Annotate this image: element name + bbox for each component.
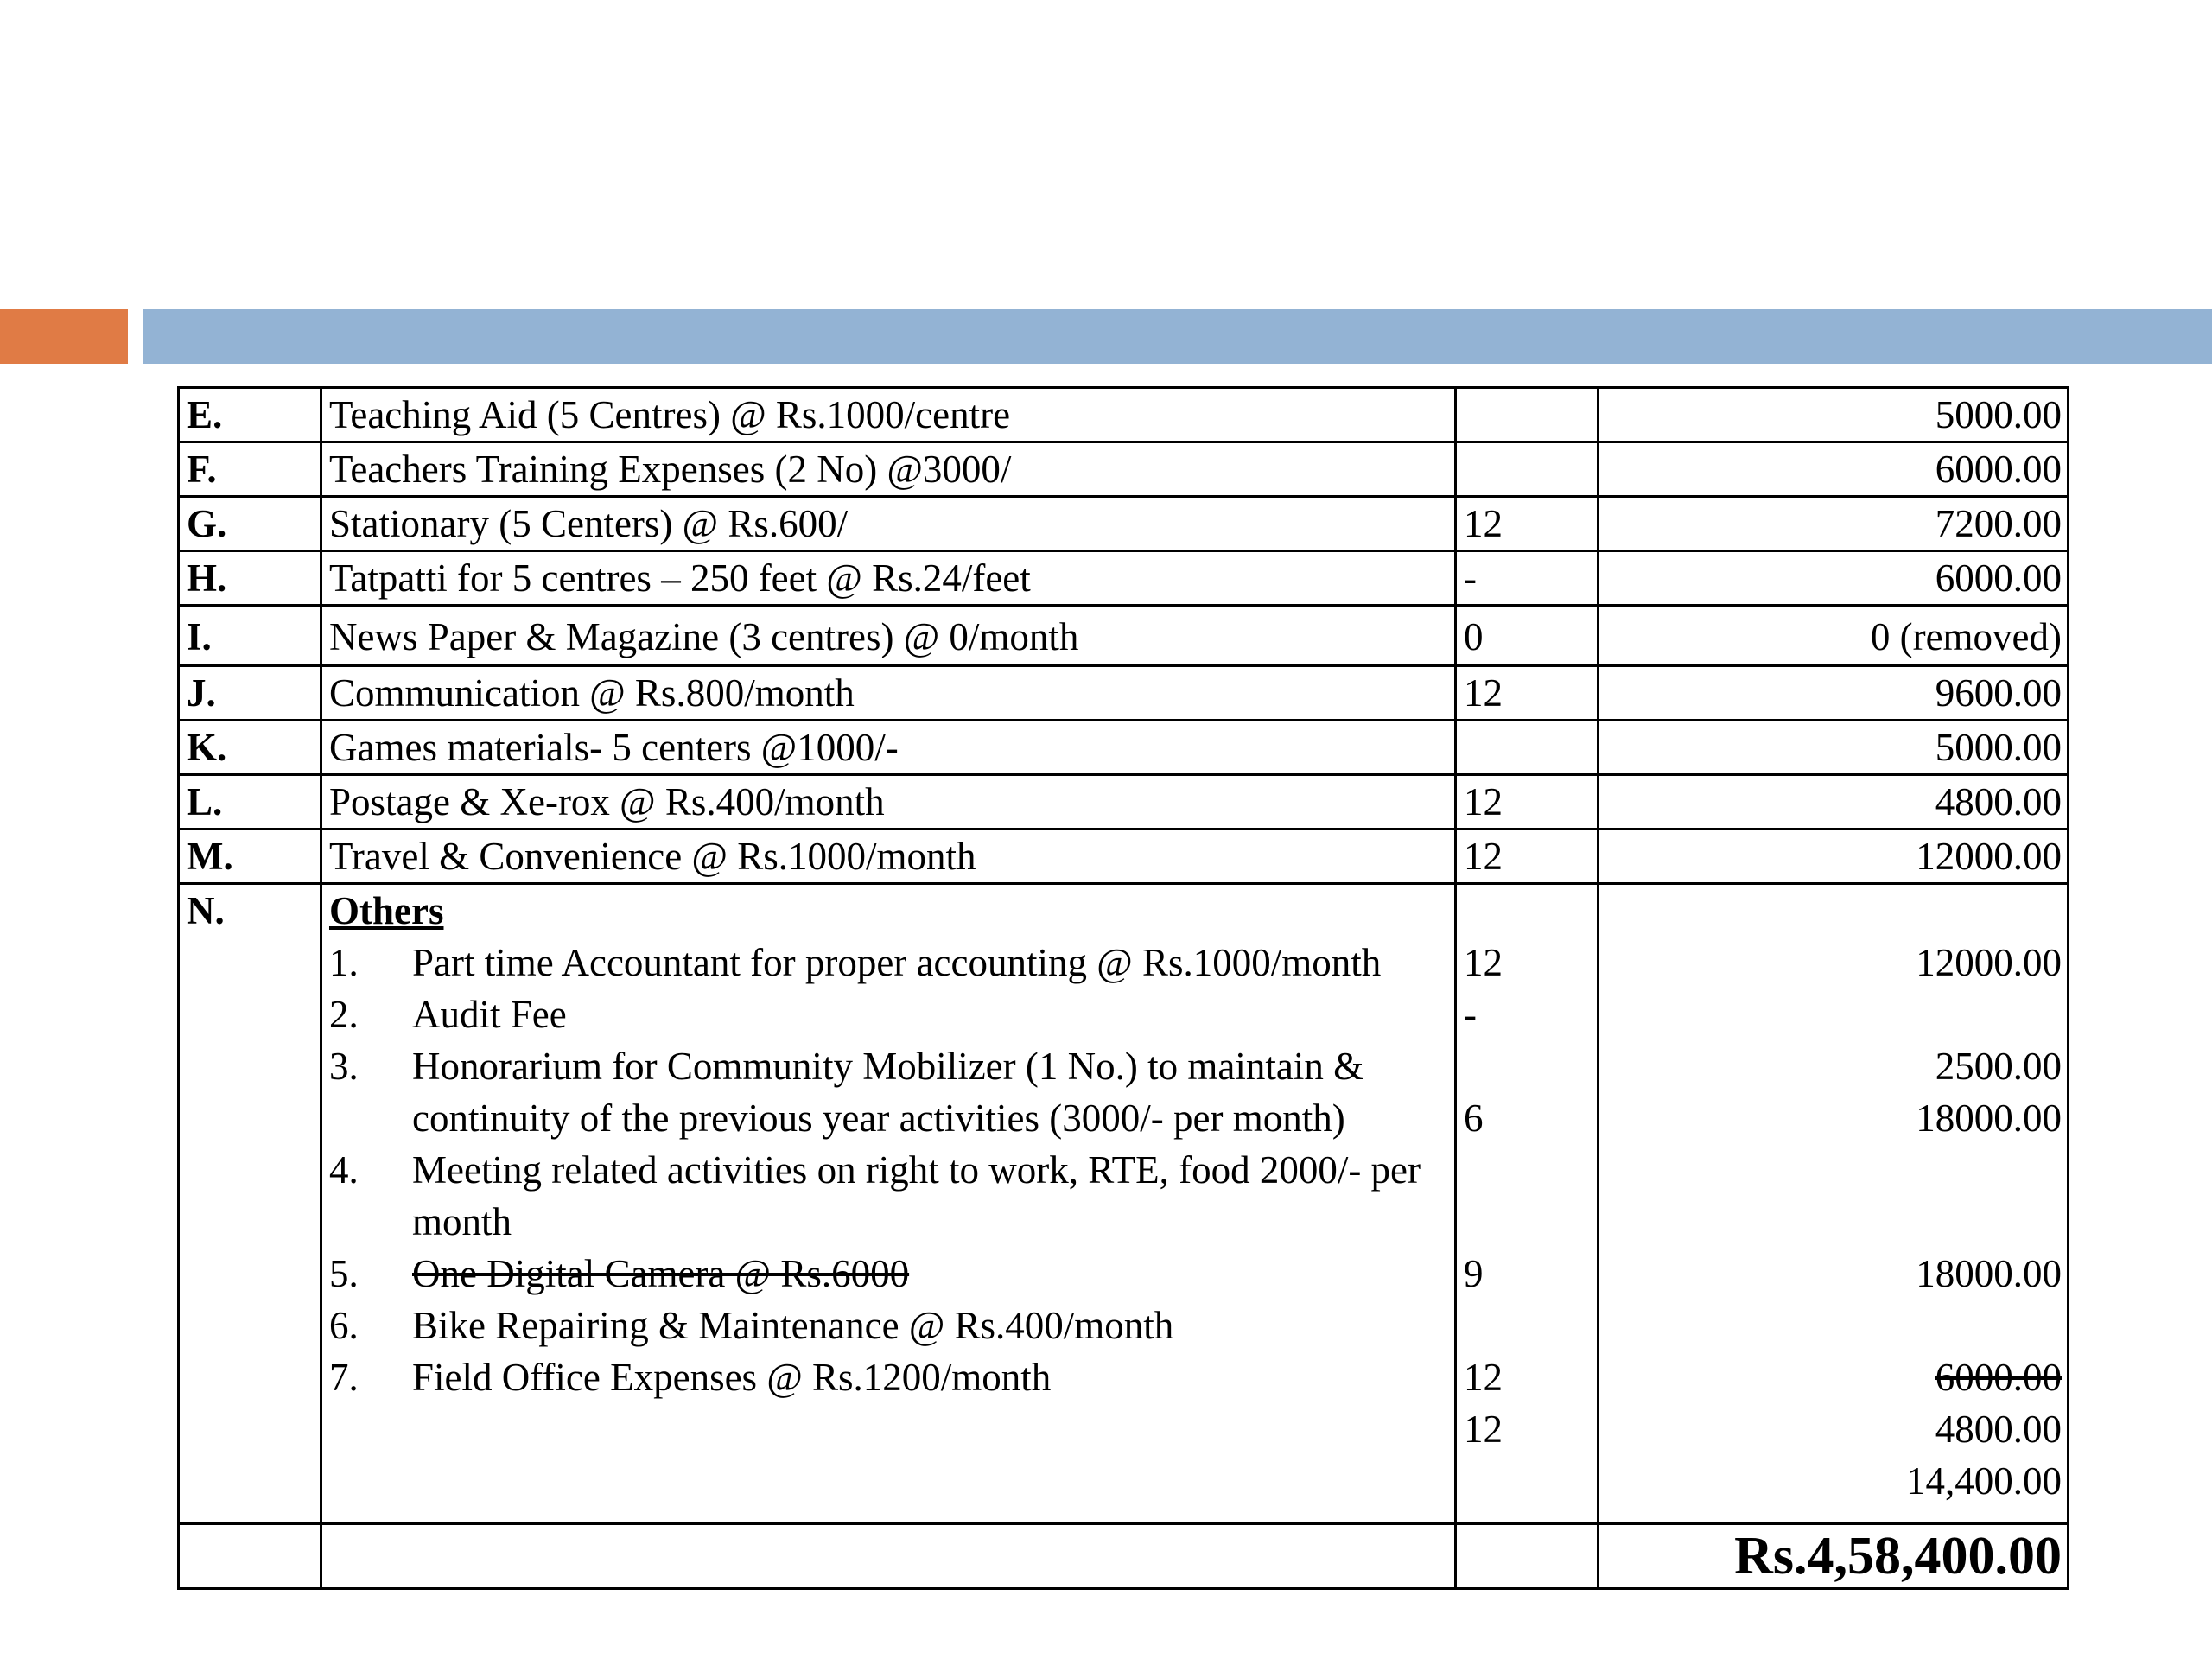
others-quantity-line bbox=[1464, 1300, 1592, 1351]
others-amount-line: 4800.00 bbox=[1935, 1408, 2062, 1451]
table-row bbox=[179, 606, 2069, 666]
others-amount-line bbox=[1606, 885, 2062, 937]
row-quantity: 0 bbox=[1456, 606, 1599, 666]
others-amount-line: 6000.00 bbox=[1935, 1356, 2062, 1399]
others-amount-line: 18000.00 bbox=[1916, 1096, 2062, 1140]
others-item bbox=[329, 1300, 1449, 1351]
row-amount: 6000.00 bbox=[1599, 442, 2069, 497]
row-amount: 5000.00 bbox=[1599, 721, 2069, 775]
others-item-text: Audit Fee bbox=[412, 993, 567, 1036]
table-row bbox=[179, 551, 2069, 606]
others-quantity-line: 12 bbox=[1464, 1408, 1503, 1451]
total-empty-cell bbox=[1456, 1524, 1599, 1589]
others-item bbox=[329, 1144, 1449, 1248]
others-quantity-line: 12 bbox=[1464, 941, 1503, 984]
row-description: Postage & Xe-rox @ Rs.400/month bbox=[321, 775, 1456, 830]
others-item-text: Field Office Expenses @ Rs.1200/month bbox=[412, 1356, 1052, 1399]
others-item-number: 2. bbox=[329, 993, 359, 1036]
row-code: G. bbox=[179, 497, 321, 551]
row-quantity: 12 bbox=[1456, 497, 1599, 551]
row-amount: 12000.00 bbox=[1599, 830, 2069, 884]
row-quantity bbox=[1456, 721, 1599, 775]
row-description: Tatpatti for 5 centres – 250 feet @ Rs.24/feet bbox=[321, 551, 1456, 606]
others-item-number: 1. bbox=[329, 941, 359, 984]
others-amount-line: 12000.00 bbox=[1916, 941, 2062, 984]
others-amount-line bbox=[1606, 988, 2062, 1040]
others-quantity-line: 6 bbox=[1464, 1096, 1484, 1140]
row-code: N. bbox=[179, 884, 321, 1524]
total-empty-cell bbox=[179, 1524, 321, 1589]
row-code: F. bbox=[179, 442, 321, 497]
others-quantity-line: - bbox=[1464, 993, 1477, 1036]
row-description: Teachers Training Expenses (2 No) @3000/ bbox=[321, 442, 1456, 497]
others-amount bbox=[1599, 884, 2069, 1524]
grand-total: Rs.4,58,400.00 bbox=[1599, 1524, 2069, 1589]
slide-header-bar bbox=[143, 309, 2212, 364]
others-item-text: Honorarium for Community Mobilizer (1 No.) to maintain & continuity of the previous year activities (3000/- per month) bbox=[412, 1045, 1364, 1140]
others-quantity-line bbox=[1464, 1455, 1592, 1507]
table-row bbox=[179, 666, 2069, 721]
others-quantity-line: 12 bbox=[1464, 1356, 1503, 1399]
row-amount: 7200.00 bbox=[1599, 497, 2069, 551]
row-code: M. bbox=[179, 830, 321, 884]
table-row bbox=[179, 388, 2069, 442]
others-amount-line: 2500.00 bbox=[1935, 1045, 2062, 1088]
row-code: H. bbox=[179, 551, 321, 606]
others-item-text: Meeting related activities on right to work, RTE, food 2000/- per month bbox=[412, 1148, 1421, 1243]
others-item bbox=[329, 988, 1449, 1040]
row-quantity: 12 bbox=[1456, 775, 1599, 830]
table-row bbox=[179, 775, 2069, 830]
others-item bbox=[329, 1040, 1449, 1144]
others-quantity-line bbox=[1464, 1196, 1592, 1248]
row-code: K. bbox=[179, 721, 321, 775]
row-code: E. bbox=[179, 388, 321, 442]
table-row-others bbox=[179, 884, 2069, 1524]
row-amount: 5000.00 bbox=[1599, 388, 2069, 442]
row-code: J. bbox=[179, 666, 321, 721]
row-amount: 0 (removed) bbox=[1599, 606, 2069, 666]
table-row bbox=[179, 830, 2069, 884]
others-item-text: Part time Accountant for proper accounting @ Rs.1000/month bbox=[412, 941, 1382, 984]
others-description bbox=[321, 884, 1456, 1524]
row-amount: 9600.00 bbox=[1599, 666, 2069, 721]
row-quantity bbox=[1456, 388, 1599, 442]
others-item-number: 6. bbox=[329, 1304, 359, 1347]
others-amount-line: 14,400.00 bbox=[1906, 1459, 2062, 1503]
others-item-text: One Digital Camera @ Rs.6000 bbox=[412, 1252, 910, 1295]
slide-accent-bar bbox=[0, 309, 128, 364]
budget-table bbox=[177, 386, 2069, 1590]
row-description: Games materials- 5 centers @1000/- bbox=[321, 721, 1456, 775]
table-row-total bbox=[179, 1524, 2069, 1589]
row-description: Stationary (5 Centers) @ Rs.600/ bbox=[321, 497, 1456, 551]
row-description: News Paper & Magazine (3 centres) @ 0/month bbox=[321, 606, 1456, 666]
others-heading: Others bbox=[329, 889, 444, 932]
others-amount-line bbox=[1606, 1144, 2062, 1196]
row-quantity: - bbox=[1456, 551, 1599, 606]
row-description: Travel & Convenience @ Rs.1000/month bbox=[321, 830, 1456, 884]
row-quantity bbox=[1456, 442, 1599, 497]
row-amount: 6000.00 bbox=[1599, 551, 2069, 606]
others-quantity bbox=[1456, 884, 1599, 1524]
total-empty-cell bbox=[321, 1524, 1456, 1589]
others-item-number: 3. bbox=[329, 1045, 359, 1088]
row-amount: 4800.00 bbox=[1599, 775, 2069, 830]
others-amount-line bbox=[1606, 1300, 2062, 1351]
others-amount-line bbox=[1606, 1196, 2062, 1248]
others-item-number: 4. bbox=[329, 1148, 359, 1192]
others-amount-line: 18000.00 bbox=[1916, 1252, 2062, 1295]
table-row bbox=[179, 721, 2069, 775]
table-row bbox=[179, 442, 2069, 497]
row-code: L. bbox=[179, 775, 321, 830]
row-quantity: 12 bbox=[1456, 666, 1599, 721]
others-item bbox=[329, 937, 1449, 988]
row-quantity: 12 bbox=[1456, 830, 1599, 884]
others-item bbox=[329, 1248, 1449, 1300]
row-description: Teaching Aid (5 Centres) @ Rs.1000/centre bbox=[321, 388, 1456, 442]
others-quantity-line bbox=[1464, 1144, 1592, 1196]
others-quantity-line bbox=[1464, 885, 1592, 937]
table-row bbox=[179, 497, 2069, 551]
others-item bbox=[329, 1351, 1449, 1403]
others-quantity-line bbox=[1464, 1040, 1592, 1092]
others-item-number: 5. bbox=[329, 1252, 359, 1295]
row-code: I. bbox=[179, 606, 321, 666]
others-quantity-line: 9 bbox=[1464, 1252, 1484, 1295]
row-description: Communication @ Rs.800/month bbox=[321, 666, 1456, 721]
others-item-number: 7. bbox=[329, 1356, 359, 1399]
others-item-text: Bike Repairing & Maintenance @ Rs.400/month bbox=[412, 1304, 1174, 1347]
